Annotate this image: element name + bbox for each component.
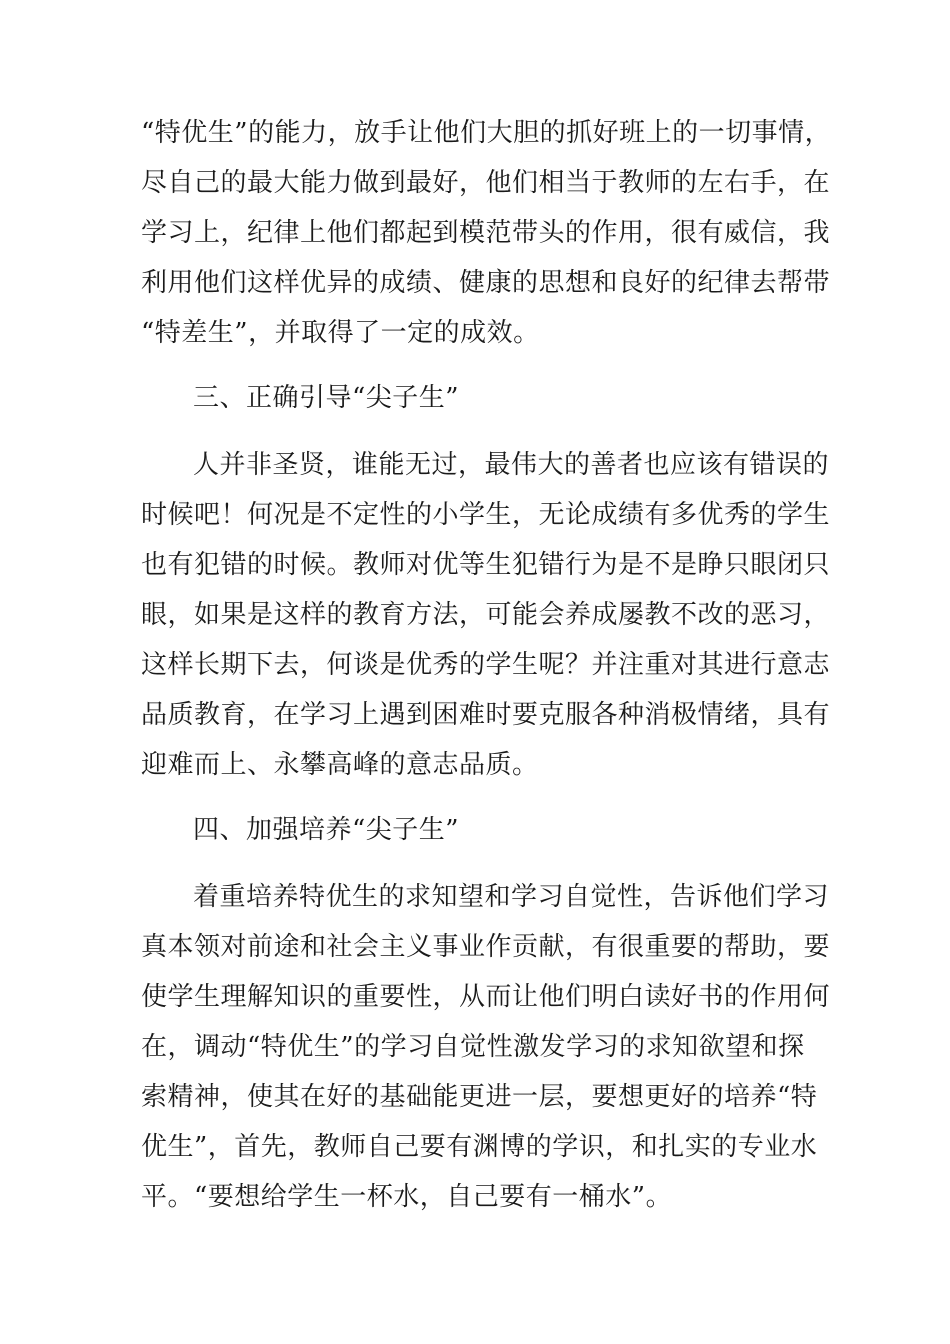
paragraph-line: 学习上，纪律上他们都起到模范带头的作用，很有威信，我 — [141, 218, 831, 248]
paragraph-line: 优生”，首先，教师自己要有渊博的学识，和扎实的专业水 — [141, 1132, 818, 1162]
paragraph-line: 真本领对前途和社会主义事业作贡献，有很重要的帮助，要 — [141, 932, 831, 962]
paragraph-line: 在，调动“特优生”的学习自觉性激发学习的求知欲望和探 — [141, 1032, 805, 1062]
paragraph-line: 使学生理解知识的重要性，从而让他们明白读好书的作用何 — [141, 982, 831, 1012]
paragraph-line: 也有犯错的时候。教师对优等生犯错行为是不是睁只眼闭只 — [141, 550, 831, 580]
section-heading-3: 三、正确引导“尖子生” — [193, 383, 460, 413]
paragraph-line: 这样长期下去，何谈是优秀的学生呢？并注重对其进行意志 — [141, 650, 831, 680]
paragraph-line: 人并非圣贤，谁能无过，最伟大的善者也应该有错误的 — [193, 450, 830, 480]
paragraph-line: “特优生”的能力，放手让他们大胆的抓好班上的一切事情， — [141, 118, 832, 148]
paragraph-line: 迎难而上、永攀高峰的意志品质。 — [141, 750, 539, 780]
paragraph-line: 平。“要想给学生一杯水，自己要有一桶水”。 — [141, 1182, 673, 1212]
paragraph-line: “特差生”，并取得了一定的成效。 — [141, 318, 540, 348]
paragraph-line: 索精神，使其在好的基础能更进一层，要想更好的培养“特 — [141, 1082, 818, 1112]
paragraph-line: 眼，如果是这样的教育方法，可能会养成屡教不改的恶习， — [141, 600, 831, 630]
section-heading-4: 四、加强培养“尖子生” — [193, 815, 460, 845]
paragraph-line: 着重培养特优生的求知望和学习自觉性，告诉他们学习 — [193, 882, 830, 912]
paragraph-line: 利用他们这样优异的成绩、健康的思想和良好的纪律去帮带 — [141, 268, 831, 298]
paragraph-line: 品质教育，在学习上遇到困难时要克服各种消极情绪，具有 — [141, 700, 831, 730]
paragraph-line: 尽自己的最大能力做到最好，他们相当于教师的左右手，在 — [141, 168, 831, 198]
paragraph-line: 时候吧！何况是不定性的小学生，无论成绩有多优秀的学生 — [141, 500, 831, 530]
